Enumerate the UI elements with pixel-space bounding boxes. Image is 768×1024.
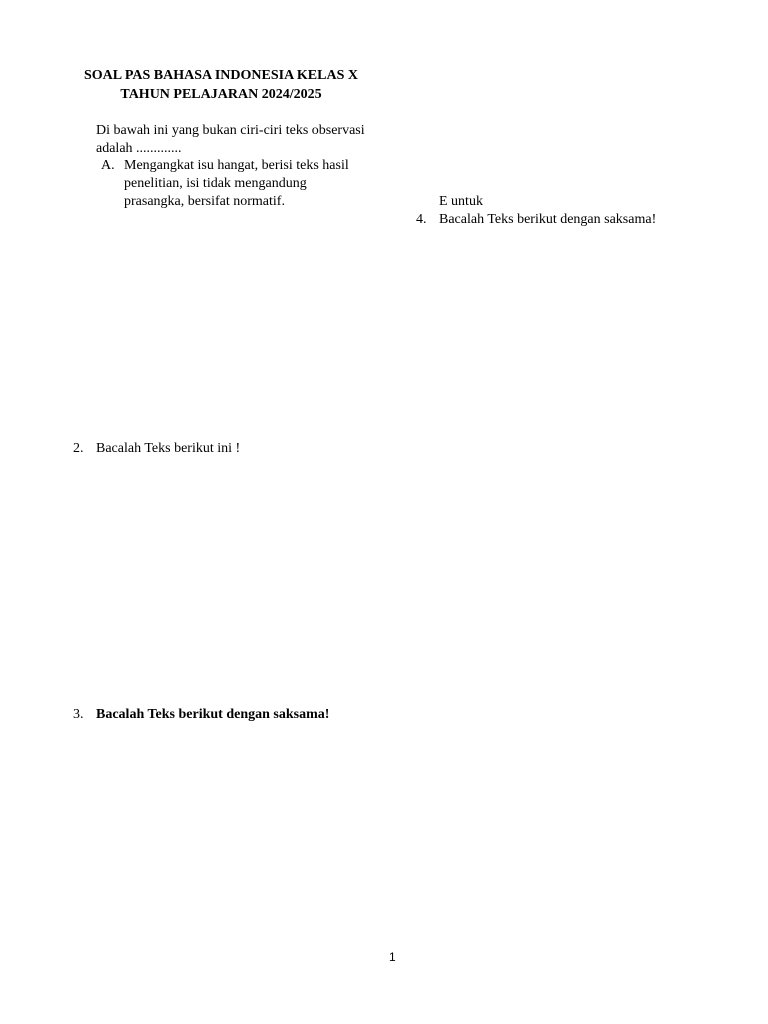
- page-title-line2: TAHUN PELAJARAN 2024/2025: [120, 87, 322, 102]
- question-3-number: 3.: [73, 707, 84, 722]
- question-4-text: Bacalah Teks berikut dengan saksama!: [439, 212, 657, 227]
- page-number: 1: [389, 950, 396, 964]
- question-3-text: Bacalah Teks berikut dengan saksama!: [96, 707, 330, 722]
- option-a-line2: penelitian, isi tidak mengandung: [124, 176, 307, 191]
- question-2-number: 2.: [73, 441, 84, 456]
- question-2-text: Bacalah Teks berikut ini !: [96, 441, 241, 456]
- question-1-stem-line2: adalah .............: [96, 141, 182, 156]
- page-title-line1: SOAL PAS BAHASA INDONESIA KELAS X: [84, 68, 358, 83]
- option-a-line3: prasangka, bersifat normatif.: [124, 194, 285, 209]
- option-a-line1: Mengangkat isu hangat, berisi teks hasil: [124, 158, 349, 173]
- option-a-letter: A.: [101, 158, 115, 173]
- question-1-stem-line1: Di bawah ini yang bukan ciri-ciri teks observasi: [96, 123, 365, 138]
- right-column-fragment: E untuk: [439, 194, 483, 209]
- question-4-number: 4.: [416, 212, 427, 227]
